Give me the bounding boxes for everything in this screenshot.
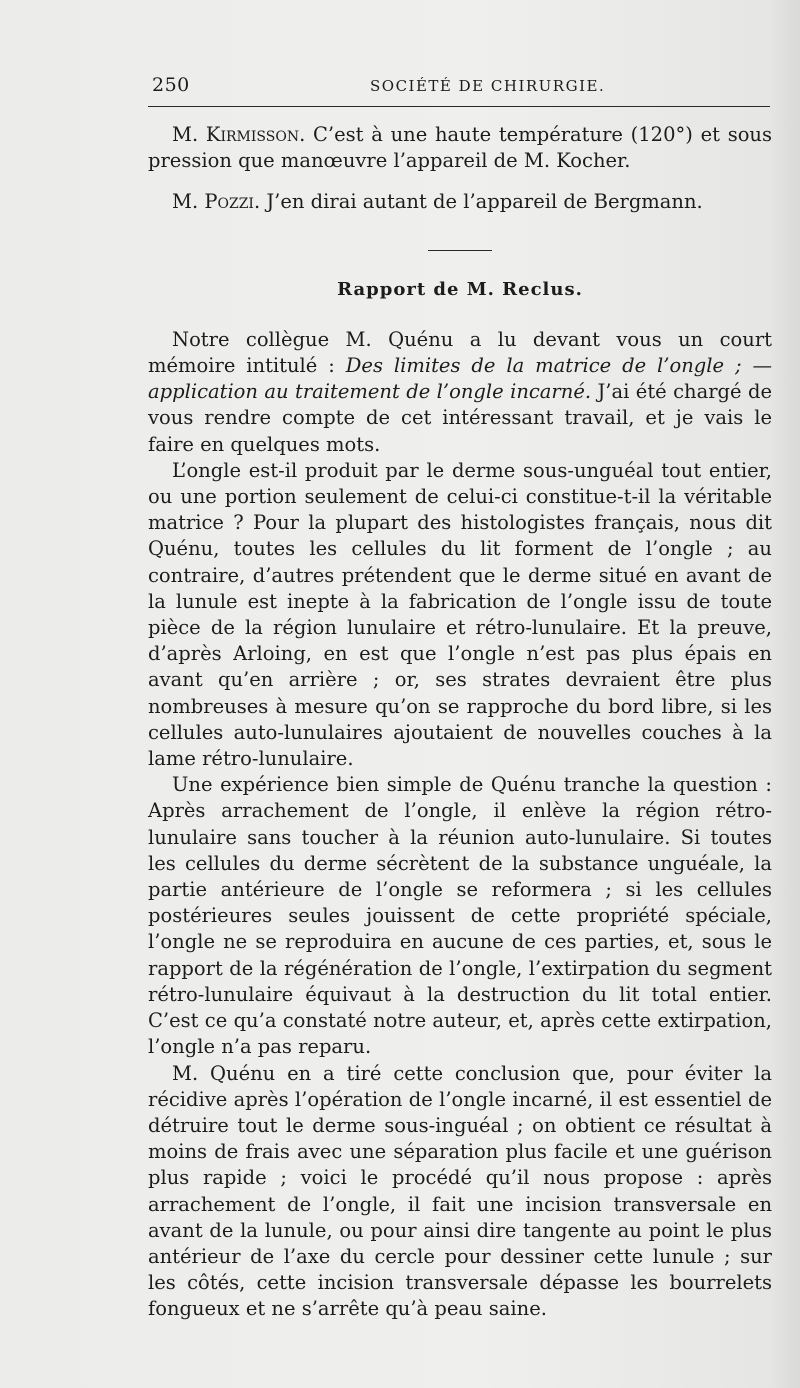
section-divider [428, 250, 492, 251]
memoir-title: Des limites de la matrice de l’ongle ; — application au traitement de l’ongle incarné. [148, 354, 772, 404]
report-paragraph-2: L’ongle est-il produit par le derme sous-unguéal tout entier, ou une portion seulement de celui-ci constitue-t-il la véritable matrice ? Pour la plupart des histologistes français, nous dit Quénu, toutes les cellules du lit forment de l’ongle ; au contraire, d’autres prétendent que le derme situé en avant de la lunule est inepte à la fabrication de l’ongle issu de toute pièce de la région lunulaire et rétro-lunulaire. Et la preuve, d’après Arloing, en est que l’ongle n’est pas plus épais en avant qu’en arrière ; or, ses strates devraient être plus nombreuses à mesure qu’on se rapproche du bord libre, si les cellules auto-lunulaires ajoutaient de nouvelles couches à la lame rétro-lunulaire. [148, 458, 772, 771]
header-rule [148, 106, 770, 107]
report-title: Rapport de M. Reclus. [337, 278, 583, 300]
speech-text: . C’est à une haute température (120°) et sous pression que manœuvre l’appareil de M. Kocher. [148, 123, 773, 173]
paragraph-gap [148, 174, 772, 189]
report-p1-after: J’ai été chargé de vous rendre compte de cet intéressant travail, et je vais le faire en quelques mots. [148, 380, 772, 456]
report-paragraph-3: Une expérience bien simple de Quénu tranche la question : Après arrachement de l’ongle, il enlève la région rétro-lunulaire sans toucher à la réunion auto-lunulaire. Si toutes les cellules du derme sécrètent de la substance unguéale, la partie antérieure de l’ongle se reformera ; si les cellules postérieures seules jouissent de cette propriété spéciale, l’ongle ne se reproduira en aucune de ces parties, et, sous le rapport de la régénération de l’ongle, l’extirpation du segment rétro-lunulaire équivaut à la destruction du lit total entier. C’est ce qu’a constaté notre auteur, et, après cette extirpation, l’ongle n’a pas reparu. [148, 773, 772, 1059]
speaker-name: M. Pozzi [172, 190, 254, 214]
report-paragraph-4: M. Quénu en a tiré cette conclusion que, pour éviter la récidive après l’opération de l’ongle incarné, il est essentiel de détruire tout le derme sous-inguéal ; on obtient ce résultat à moins de frais avec une séparation plus facile et une guérison plus rapide ; voici le procédé qu’il nous propose : après arrachement de l’ongle, il fait une incision transversale en avant de la lunule, ou pour ainsi dire tangente au point le plus antérieur de l’axe du cercle pour dessiner cette lunule ; sur les côtés, cette incision transversale dépasse les bourrelets fongueux et ne s’arrête qu’à peau saine. [148, 1061, 772, 1321]
running-head: SOCIÉTÉ DE CHIRURGIE. [370, 77, 606, 95]
report-p1-before: Notre collègue M. Quénu a lu devant vous un court mémoire intitulé : [148, 327, 772, 378]
exchange-paragraph-pozzi [148, 189, 772, 215]
page-number: 250 [152, 74, 190, 96]
speaker-name: M. Kirmisson [172, 123, 300, 146]
speech-text: . J’en dirai autant de l’appareil de Bergmann. [253, 190, 703, 214]
exchange-paragraph-kirmisson [148, 122, 772, 174]
report-body [148, 327, 772, 1323]
report-paragraph-1 [148, 327, 772, 458]
body-text [148, 122, 772, 1323]
page-header [152, 74, 772, 98]
